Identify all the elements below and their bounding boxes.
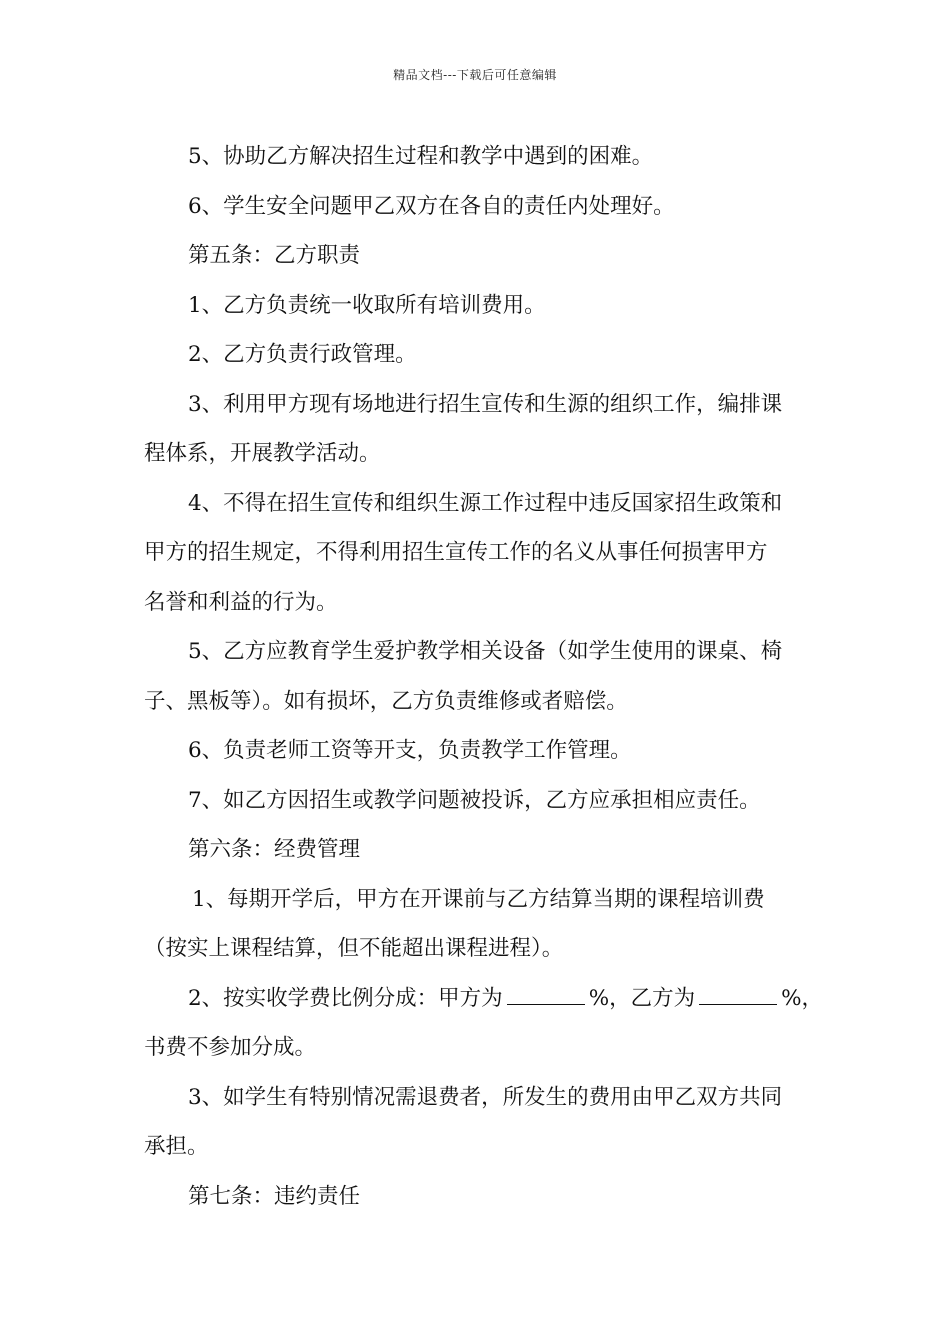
paragraph-line: 子、黑板等）。如有损坏，乙方负责维修或者赔偿。 bbox=[144, 688, 628, 714]
paragraph-line: 7、如乙方因招生或教学问题被投诉，乙方应承担相应责任。 bbox=[188, 787, 761, 813]
ratio-text-mid: %，乙方为 bbox=[588, 985, 696, 1011]
paragraph-line: 5、协助乙方解决招生过程和教学中遇到的困难。 bbox=[188, 144, 654, 169]
section-heading: 第五条：乙方职责 bbox=[188, 243, 361, 268]
document-body bbox=[144, 132, 824, 1221]
page-header: 精品文档---下载后可任意编辑 bbox=[393, 68, 557, 82]
paragraph-line: 5、乙方应教育学生爱护教学相关设备（如学生使用的课桌、椅 bbox=[188, 639, 783, 664]
paragraph-line: 2、乙方负责行政管理。 bbox=[188, 342, 417, 367]
paragraph-line: 3、如学生有特别情况需退费者，所发生的费用由甲乙双方共同 bbox=[188, 1084, 783, 1110]
party-b-share-blank[interactable] bbox=[699, 986, 777, 1005]
party-a-share-blank[interactable] bbox=[507, 986, 585, 1005]
paragraph-line: 3、利用甲方现有场地进行招生宣传和生源的组织工作，编排课 bbox=[188, 391, 783, 417]
paragraph-line: 6、负责老师工资等开支，负责教学工作管理。 bbox=[188, 738, 632, 763]
paragraph-line: 承担。 bbox=[144, 1134, 209, 1159]
paragraph-line: 名誉和利益的行为。 bbox=[144, 589, 338, 615]
paragraph-line: （按实上课程结算，但不能超出课程进程）。 bbox=[144, 936, 564, 961]
paragraph-line: 程体系，开展教学活动。 bbox=[144, 441, 381, 466]
paragraph-line: 4、不得在招生宣传和组织生源工作过程中违反国家招生政策和 bbox=[188, 490, 783, 516]
paragraph-line: 甲方的招生规定，不得利用招生宣传工作的名义从事任何损害甲方 bbox=[144, 540, 768, 565]
paragraph-line: 1、每期开学后，甲方在开课前与乙方结算当期的课程培训费 bbox=[192, 886, 765, 912]
paragraph-line: 书费不参加分成。 bbox=[144, 1035, 317, 1060]
paragraph-line: 6、学生安全问题甲乙双方在各自的责任内处理好。 bbox=[188, 193, 675, 219]
paragraph-line bbox=[144, 974, 824, 1024]
paragraph-line: 1、乙方负责统一收取所有培训费用。 bbox=[188, 292, 546, 318]
section-heading: 第六条：经费管理 bbox=[188, 837, 361, 862]
ratio-text-end: %， bbox=[781, 985, 824, 1011]
ratio-text-start: 2、按实收学费比例分成：甲方为 bbox=[188, 985, 503, 1011]
section-heading: 第七条：违约责任 bbox=[188, 1183, 361, 1209]
